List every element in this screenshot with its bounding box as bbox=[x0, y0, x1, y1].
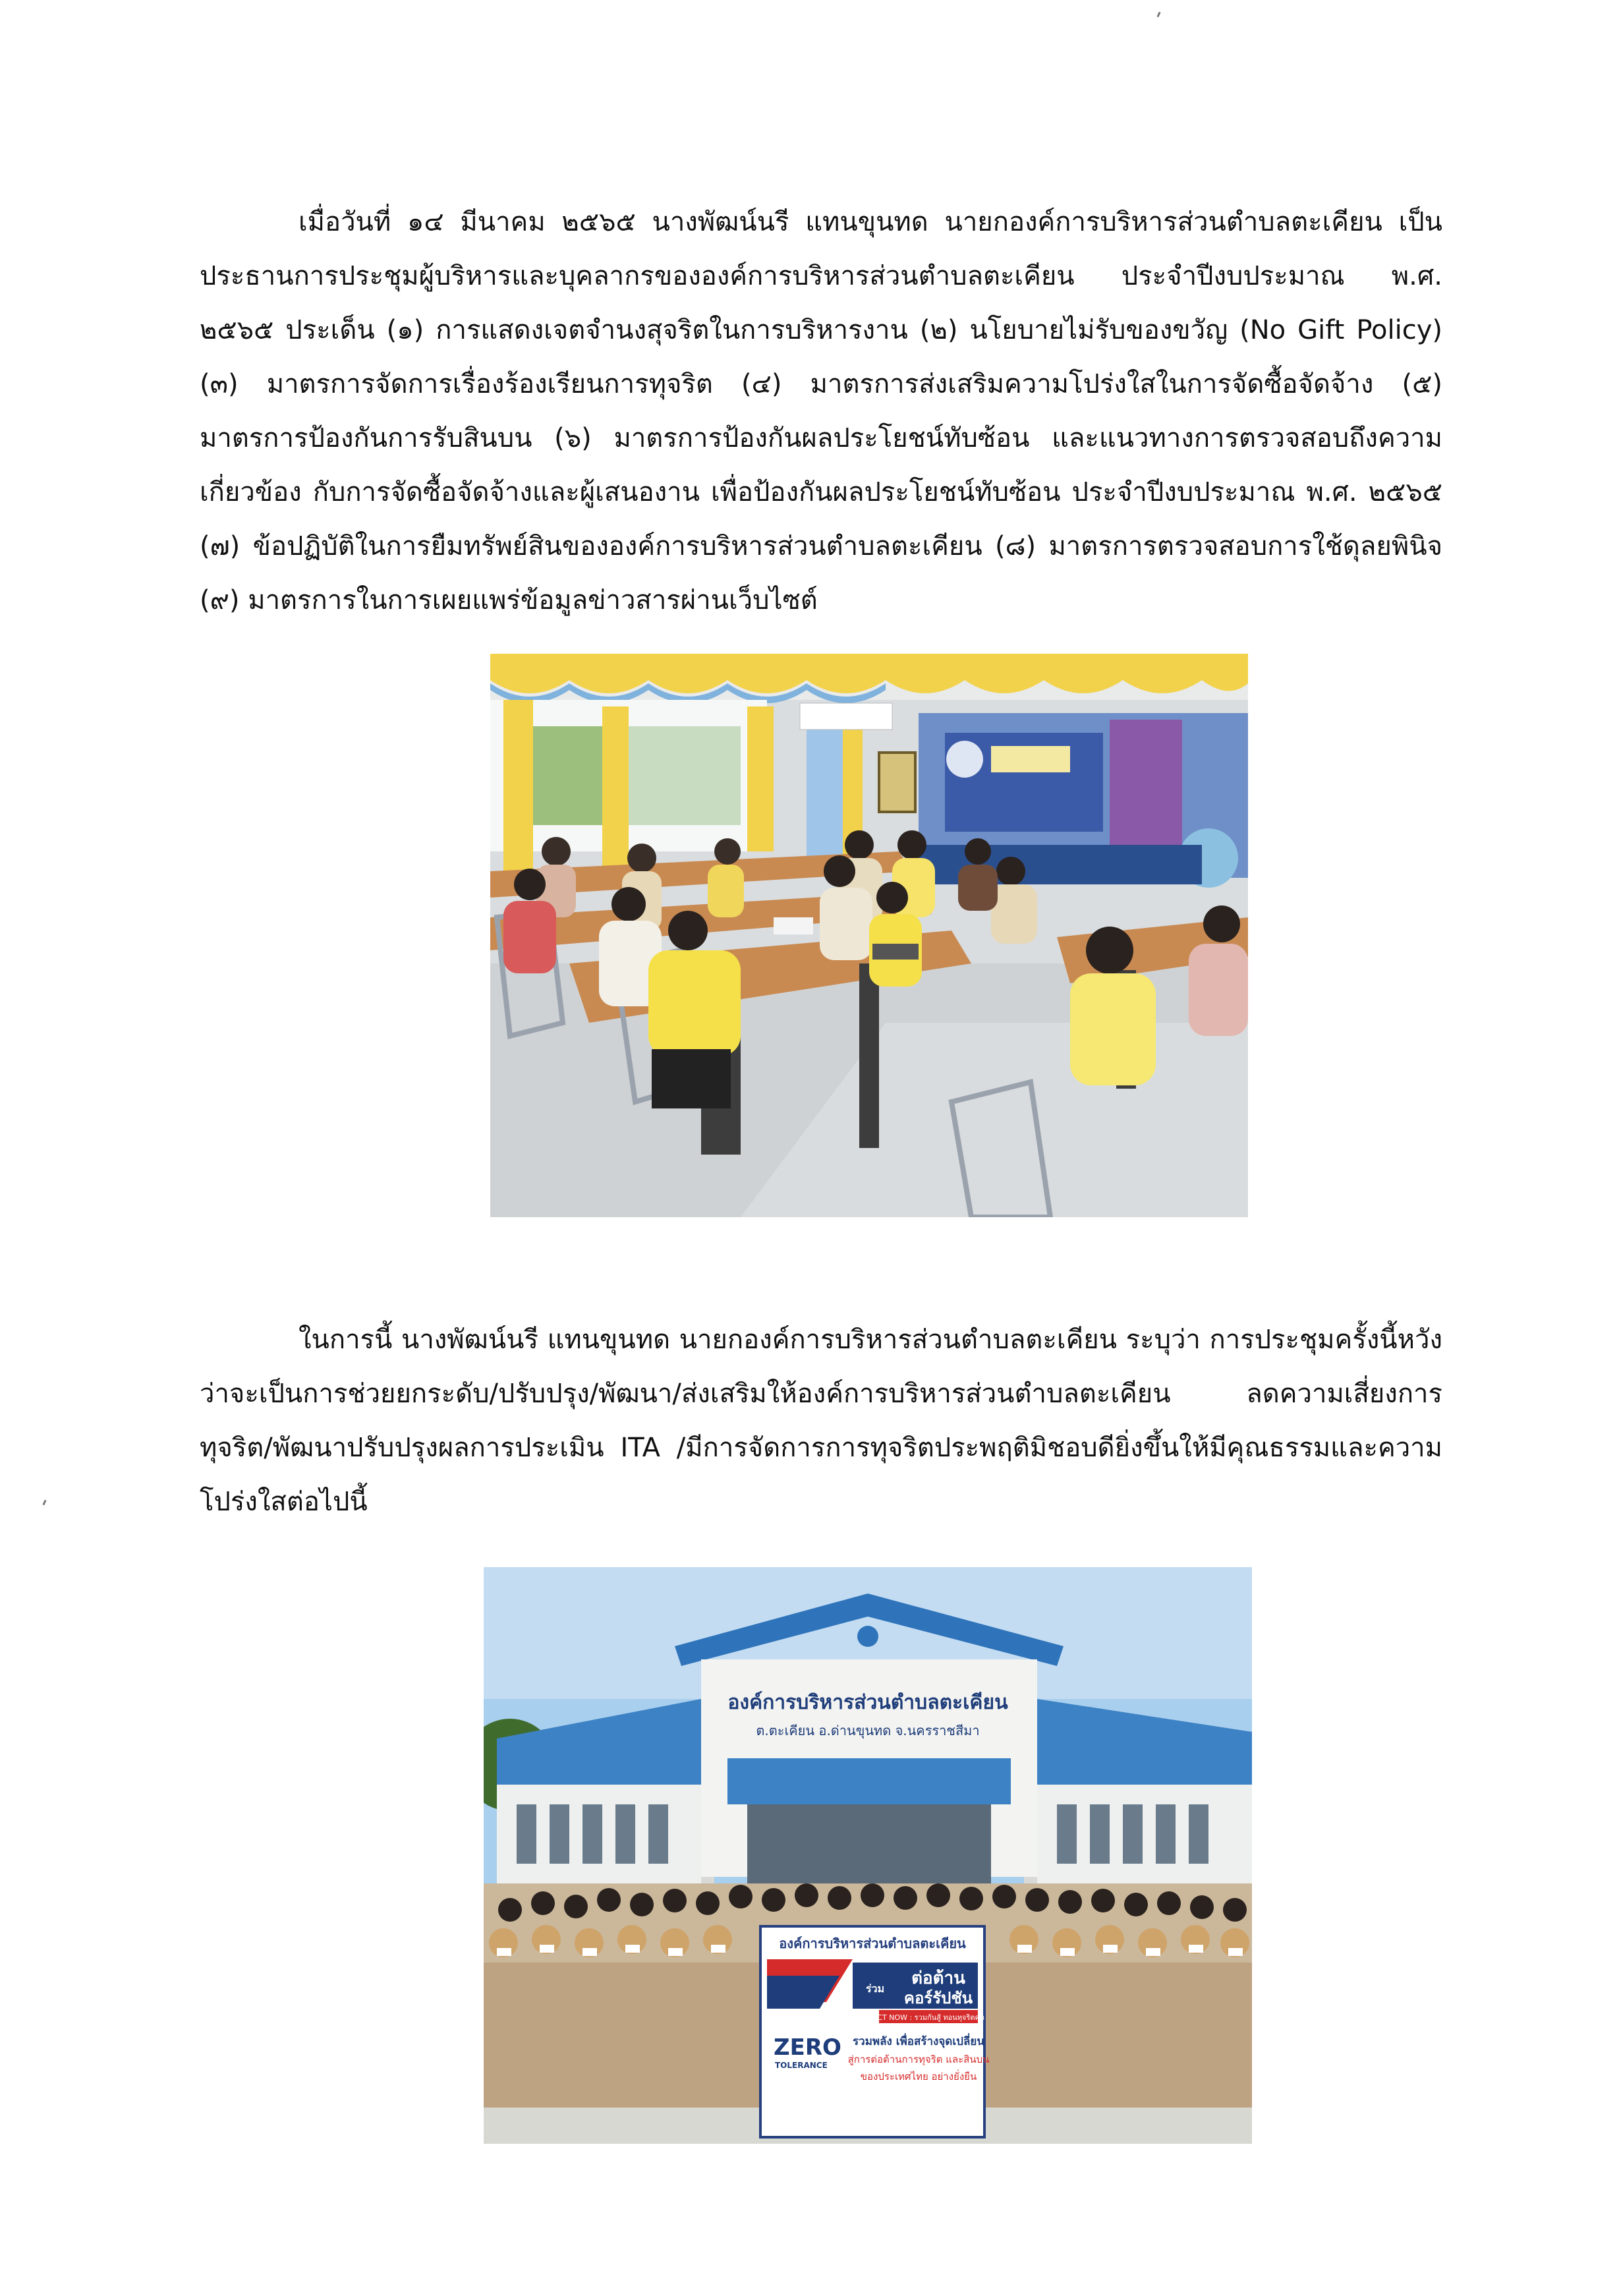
banner-zero: ZERO bbox=[774, 2034, 841, 2061]
building-sign-text: องค์การบริหารส่วนตำบลตะเคียน bbox=[727, 1691, 1008, 1714]
banner-join-text: ร่วม bbox=[866, 1982, 885, 1995]
paragraph-meeting-summary: เมื่อวันที่ ๑๔ มีนาคม ๒๕๖๕ นางพัฒน์นรี แทนขุนทด นายกองค์การบริหารส่วนตำบลตะเคียน เป็นประธานการประชุมผู้บริหารและบุคลากรขององค์การบริหารส่วนตำบลตะเคียน ประจำปีงบประมาณ พ.ศ. ๒๕๖๕ ประเด็น (๑) การแสดงเจตจำนงสุจริตในการบริหารงาน (๒) นโยบายไม่รับของขวัญ (No Gift Policy) (๓) มาตรการจัดการเรื่องร้องเรียนการทุจริต (๔) มาตรการส่งเสริมความโปร่งใสในการจัดซื้อจัดจ้าง (๕) มาตรการป้องกันการรับสินบน (๖) มาตรการป้องกันผลประโยชน์ทับซ้อน และแนวทางการตรวจสอบถึงความเกี่ยวข้อง กับการจัดซื้อจัดจ้างและผู้เสนองาน เพื่อป้องกันผลประโยชน์ทับซ้อน ประจำปีงบประมาณ พ.ศ. ๒๕๖๕ (๗) ข้อปฏิบัติในการยืมทรัพย์สินขององค์การบริหารส่วนตำบลตะเคียน (๘) มาตรการตรวจสอบการใช้ดุลยพินิจ (๙) มาตรการในการเผยแพร่ข้อมูลข่าวสารผ่านเว็บไซต์ bbox=[200, 207, 1442, 616]
banner-act-now: ACT NOW : รวมกันสู้ ทอนทุจริตคด bbox=[872, 2013, 985, 2022]
banner-slogan-3: ของประเทศไทย อย่างยั่งยืน bbox=[860, 2071, 977, 2082]
scan-speck bbox=[42, 1500, 46, 1506]
banner-tolerance: TOLERANCE bbox=[775, 2061, 828, 2070]
banner-slogan-2: สู่การต่อต้านการทุจริต และสินบน bbox=[847, 2053, 990, 2065]
banner-title-1: ต่อต้าน bbox=[911, 1968, 965, 1988]
scan-speck bbox=[1156, 12, 1160, 18]
banner-slogan-1: รวมพลัง เพื่อสร้างจุดเปลี่ยน bbox=[853, 2035, 984, 2048]
group-photo-anti-corruption bbox=[484, 1567, 1252, 2144]
banner-org-name: องค์การบริหารส่วนตำบลตะเคียน bbox=[779, 1936, 966, 1951]
paragraph-mayor-statement: ในการนี้ นางพัฒน์นรี แทนขุนทด นายกองค์การบริหารส่วนตำบลตะเคียน ระบุว่า การประชุมครั้งนี้หวังว่าจะเป็นการช่วยยกระดับ/ปรับปรุง/พัฒนา/ส่งเสริมให้องค์การบริหารส่วนตำบลตะเคียน ลดความเสี่ยงการทุจริต/พัฒนาปรับปรุงผลการประเมิน ITA /มีการจัดการการทุจริตประพฤติมิชอบดียิ่งขึ้นให้มีคุณธรรมและความโปร่งใสต่อไปนี้ bbox=[200, 1325, 1442, 1517]
building-sign-subtext: ต.ตะเคียน อ.ด่านขุนทด จ.นครราชสีมา bbox=[756, 1723, 980, 1738]
banner-title-2: คอร์รัปชัน bbox=[903, 1989, 973, 2007]
meeting-room-photo bbox=[490, 654, 1248, 1217]
